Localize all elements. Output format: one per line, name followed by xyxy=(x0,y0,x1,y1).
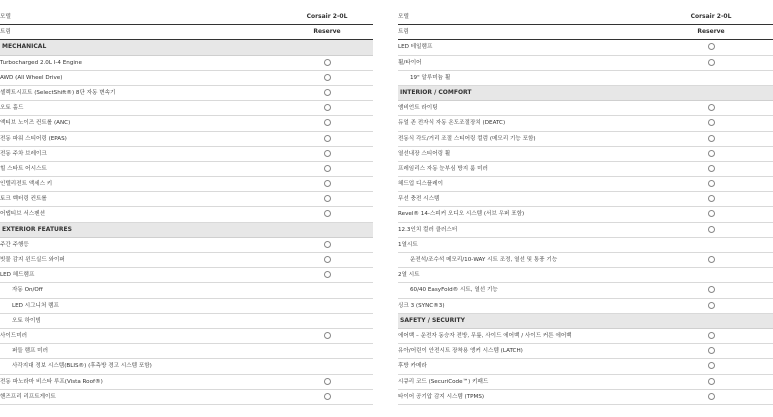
spec-label: 셀렉트시프트 (SelectShift®) 8단 자동 변속기 xyxy=(0,89,116,96)
availability-cell xyxy=(676,56,746,70)
spec-row xyxy=(398,71,773,86)
availability-cell xyxy=(292,132,362,146)
section-header xyxy=(0,223,373,238)
spec-label: 주간 주행등 xyxy=(0,241,29,248)
standard-circle-icon xyxy=(324,89,331,96)
spec-row xyxy=(0,314,373,329)
spec-row xyxy=(0,283,373,298)
spec-row xyxy=(398,40,773,55)
spec-label: LED 헤드램프 xyxy=(0,272,35,279)
spec-label: 헤드업 디스플레이 xyxy=(398,181,444,188)
trim-value: Reserve xyxy=(313,28,341,36)
model-row xyxy=(398,10,773,25)
spec-row xyxy=(0,147,373,162)
availability-cell xyxy=(292,162,362,176)
standard-circle-icon xyxy=(324,271,331,278)
section-title: EXTERIOR FEATURES xyxy=(2,225,72,233)
spec-row xyxy=(398,253,773,268)
spec-label: 앰비언트 라이팅 xyxy=(398,105,438,112)
spec-label: 전동 주차 브레이크 xyxy=(0,150,47,157)
availability-cell xyxy=(676,223,746,237)
standard-circle-icon xyxy=(708,362,715,369)
availability-cell xyxy=(292,390,362,404)
availability-cell xyxy=(292,268,362,282)
spec-label: 타이어 공기압 감지 시스템 (TPMS) xyxy=(398,393,485,400)
model-label: 모델 xyxy=(398,14,409,20)
spec-row xyxy=(0,86,373,101)
model-row xyxy=(0,10,373,25)
spec-label: LED 테일램프 xyxy=(398,44,433,51)
standard-circle-icon xyxy=(708,104,715,111)
spec-row xyxy=(398,56,773,71)
standard-circle-icon xyxy=(324,119,331,126)
spec-row xyxy=(398,390,773,405)
spec-row xyxy=(398,177,773,192)
model-value: Corsair 2-0L xyxy=(306,13,348,20)
availability-cell xyxy=(292,375,362,389)
standard-circle-icon xyxy=(708,347,715,354)
standard-circle-icon xyxy=(708,256,715,263)
standard-circle-icon xyxy=(708,332,715,339)
spec-row xyxy=(398,132,773,147)
trim-label: 트림 xyxy=(398,29,409,36)
spec-row xyxy=(398,375,773,390)
spec-row xyxy=(398,162,773,177)
spec-row xyxy=(398,192,773,207)
spec-label: 액티브 노이즈 컨트롤 (ANC) xyxy=(0,120,71,127)
availability-cell xyxy=(292,147,362,161)
spec-label: 프레임리스 자동 눈부심 방지 룸 미러 xyxy=(398,165,488,172)
spec-row xyxy=(0,359,373,374)
standard-circle-icon xyxy=(708,119,715,126)
spec-label: 유아/어린이 안전시트 장착용 앵커 시스템 (LATCH) xyxy=(398,348,523,355)
spec-label: 12.3인치 컬러 클러스터 xyxy=(398,226,458,233)
standard-circle-icon xyxy=(324,393,331,400)
availability-cell xyxy=(292,207,362,221)
availability-cell xyxy=(676,192,746,206)
spec-row xyxy=(398,116,773,131)
standard-circle-icon xyxy=(324,135,331,142)
standard-circle-icon xyxy=(708,393,715,400)
spec-label: 오토 하이빔 xyxy=(12,317,41,324)
standard-circle-icon xyxy=(324,256,331,263)
spec-label: 어댑티브 서스펜션 xyxy=(0,211,46,218)
availability-cell xyxy=(676,283,746,297)
standard-circle-icon xyxy=(708,195,715,202)
spec-label: 듀얼 존 전자식 자동 온도조절장치 (DEATC) xyxy=(398,120,506,127)
spec-label: 19" 알루미늄 휠 xyxy=(410,74,451,81)
spec-label: 2열 시트 xyxy=(398,272,420,279)
spec-row xyxy=(0,299,373,314)
spec-label: LED 시그니처 램프 xyxy=(12,302,59,309)
spec-row xyxy=(398,359,773,374)
spec-label: 사각지대 정보 시스템(BLIS®) (후측방 경고 시스템 포함) xyxy=(12,363,152,370)
availability-cell xyxy=(676,162,746,176)
standard-circle-icon xyxy=(324,59,331,66)
spec-label: 퍼들 램프 미러 xyxy=(12,348,48,355)
spec-label: 전동 파노라마 비스타 루프(Vista Roof®) xyxy=(0,378,103,385)
spec-label: 열선내장 스티어링 휠 xyxy=(398,150,451,157)
availability-cell xyxy=(292,329,362,343)
spec-row xyxy=(398,147,773,162)
spec-label: 토크 벡터링 컨트롤 xyxy=(0,196,47,203)
availability-cell xyxy=(292,238,362,252)
spec-row xyxy=(0,253,373,268)
spec-row xyxy=(0,162,373,177)
standard-circle-icon xyxy=(324,241,331,248)
spec-label: 힐 스타트 어시스트 xyxy=(0,165,47,172)
spec-row xyxy=(0,71,373,86)
trim-row xyxy=(398,25,773,40)
spec-label: 빗물 감지 윈드실드 와이퍼 xyxy=(0,257,65,263)
spec-row xyxy=(398,344,773,359)
availability-cell xyxy=(292,177,362,191)
right-spec-table xyxy=(398,10,773,405)
spec-row xyxy=(398,329,773,344)
left-spec-rows xyxy=(0,40,373,405)
standard-circle-icon xyxy=(708,302,715,309)
availability-cell xyxy=(292,116,362,130)
spec-row xyxy=(0,268,373,283)
spec-row xyxy=(0,56,373,71)
spec-row xyxy=(398,101,773,116)
spec-row xyxy=(398,268,773,283)
spec-row xyxy=(398,207,773,222)
availability-cell xyxy=(676,116,746,130)
availability-cell xyxy=(292,71,362,85)
spec-label: 싱크 3 (SYNC®3) xyxy=(398,302,445,309)
availability-cell xyxy=(676,344,746,358)
standard-circle-icon xyxy=(708,165,715,172)
spec-label: 휠/타이어 xyxy=(398,59,422,66)
section-header xyxy=(398,314,773,329)
standard-circle-icon xyxy=(708,226,715,233)
availability-cell xyxy=(676,359,746,373)
left-spec-table xyxy=(0,10,373,405)
availability-cell xyxy=(676,207,746,221)
spec-row xyxy=(0,116,373,131)
spec-label: 1열시트 xyxy=(398,241,418,248)
standard-circle-icon xyxy=(708,43,715,50)
spec-row xyxy=(398,283,773,298)
spec-label: 전동식 각도/거리 조절 스티어링 컬럼 (메모리 기능 포함) xyxy=(398,135,536,142)
standard-circle-icon xyxy=(708,180,715,187)
availability-cell xyxy=(676,253,746,267)
spec-label: 인텔리전트 액세스 키 xyxy=(0,181,53,188)
section-header xyxy=(398,86,773,101)
availability-cell xyxy=(292,192,362,206)
spec-row xyxy=(0,390,373,405)
spec-label: Revel® 14-스피커 오디오 시스템 (서브 우퍼 포함) xyxy=(398,211,525,218)
availability-cell xyxy=(676,132,746,146)
spec-label: Turbocharged 2.0L I-4 Engine xyxy=(0,59,82,66)
section-title: SAFETY / SECURITY xyxy=(400,316,465,324)
trim-label: 트림 xyxy=(0,29,11,36)
spec-label: 에어백 – 운전자 동승자 전방, 무릎, 사이드 에어백 / 사이드 커튼 에어백 xyxy=(398,332,572,339)
spec-label: 시큐리 코드 (SecuriCode™) 키패드 xyxy=(398,378,489,385)
standard-circle-icon xyxy=(708,210,715,217)
availability-cell xyxy=(676,390,746,404)
spec-row xyxy=(0,238,373,253)
trim-value: Reserve xyxy=(697,28,725,36)
spec-row xyxy=(0,375,373,390)
section-header xyxy=(0,40,373,55)
spec-row xyxy=(398,299,773,314)
spec-label: 핸즈프리 리프트게이트 xyxy=(0,393,56,400)
spec-label: 무선 충전 시스템 xyxy=(398,196,440,203)
standard-circle-icon xyxy=(324,74,331,81)
spec-label: 60/40 EasyFold® 시트, 열선 기능 xyxy=(410,287,498,294)
section-title: INTERIOR / COMFORT xyxy=(400,88,472,96)
availability-cell xyxy=(676,299,746,313)
spec-row xyxy=(0,207,373,222)
standard-circle-icon xyxy=(324,104,331,111)
spec-label: 자동 On/Off xyxy=(12,287,43,294)
availability-cell xyxy=(676,147,746,161)
standard-circle-icon xyxy=(324,332,331,339)
standard-circle-icon xyxy=(708,150,715,157)
standard-circle-icon xyxy=(324,150,331,157)
standard-circle-icon xyxy=(324,378,331,385)
spec-label: 운전석/조수석 메모리/10-WAY 시트 조정, 열선 및 통풍 기능 xyxy=(410,257,558,263)
spec-row xyxy=(0,344,373,359)
trim-row xyxy=(0,25,373,40)
spec-row xyxy=(0,192,373,207)
spec-label: 후방 카메라 xyxy=(398,363,427,370)
right-spec-rows xyxy=(398,40,773,405)
standard-circle-icon xyxy=(708,135,715,142)
spec-row xyxy=(0,132,373,147)
availability-cell xyxy=(292,101,362,115)
model-value: Corsair 2-0L xyxy=(690,13,732,20)
standard-circle-icon xyxy=(324,210,331,217)
availability-cell xyxy=(292,86,362,100)
availability-cell xyxy=(292,253,362,267)
availability-cell xyxy=(676,177,746,191)
availability-cell xyxy=(676,40,746,54)
standard-circle-icon xyxy=(708,378,715,385)
availability-cell xyxy=(676,101,746,115)
spec-label: 전동 파워 스티어링 (EPAS) xyxy=(0,135,67,142)
standard-circle-icon xyxy=(324,195,331,202)
spec-row xyxy=(398,223,773,238)
spec-row xyxy=(0,329,373,344)
standard-circle-icon xyxy=(324,165,331,172)
availability-cell xyxy=(676,329,746,343)
standard-circle-icon xyxy=(708,59,715,66)
spec-label: 오토 홀드 xyxy=(0,105,24,112)
section-title: MECHANICAL xyxy=(2,43,47,51)
spec-label: 사이드미러 xyxy=(0,332,28,339)
spec-label: AWD (All Wheel Drive) xyxy=(0,74,63,81)
spec-row xyxy=(398,238,773,253)
standard-circle-icon xyxy=(324,180,331,187)
availability-cell xyxy=(676,375,746,389)
spec-row xyxy=(0,177,373,192)
spec-row xyxy=(0,101,373,116)
availability-cell xyxy=(292,56,362,70)
standard-circle-icon xyxy=(708,286,715,293)
model-label: 모델 xyxy=(0,14,11,20)
